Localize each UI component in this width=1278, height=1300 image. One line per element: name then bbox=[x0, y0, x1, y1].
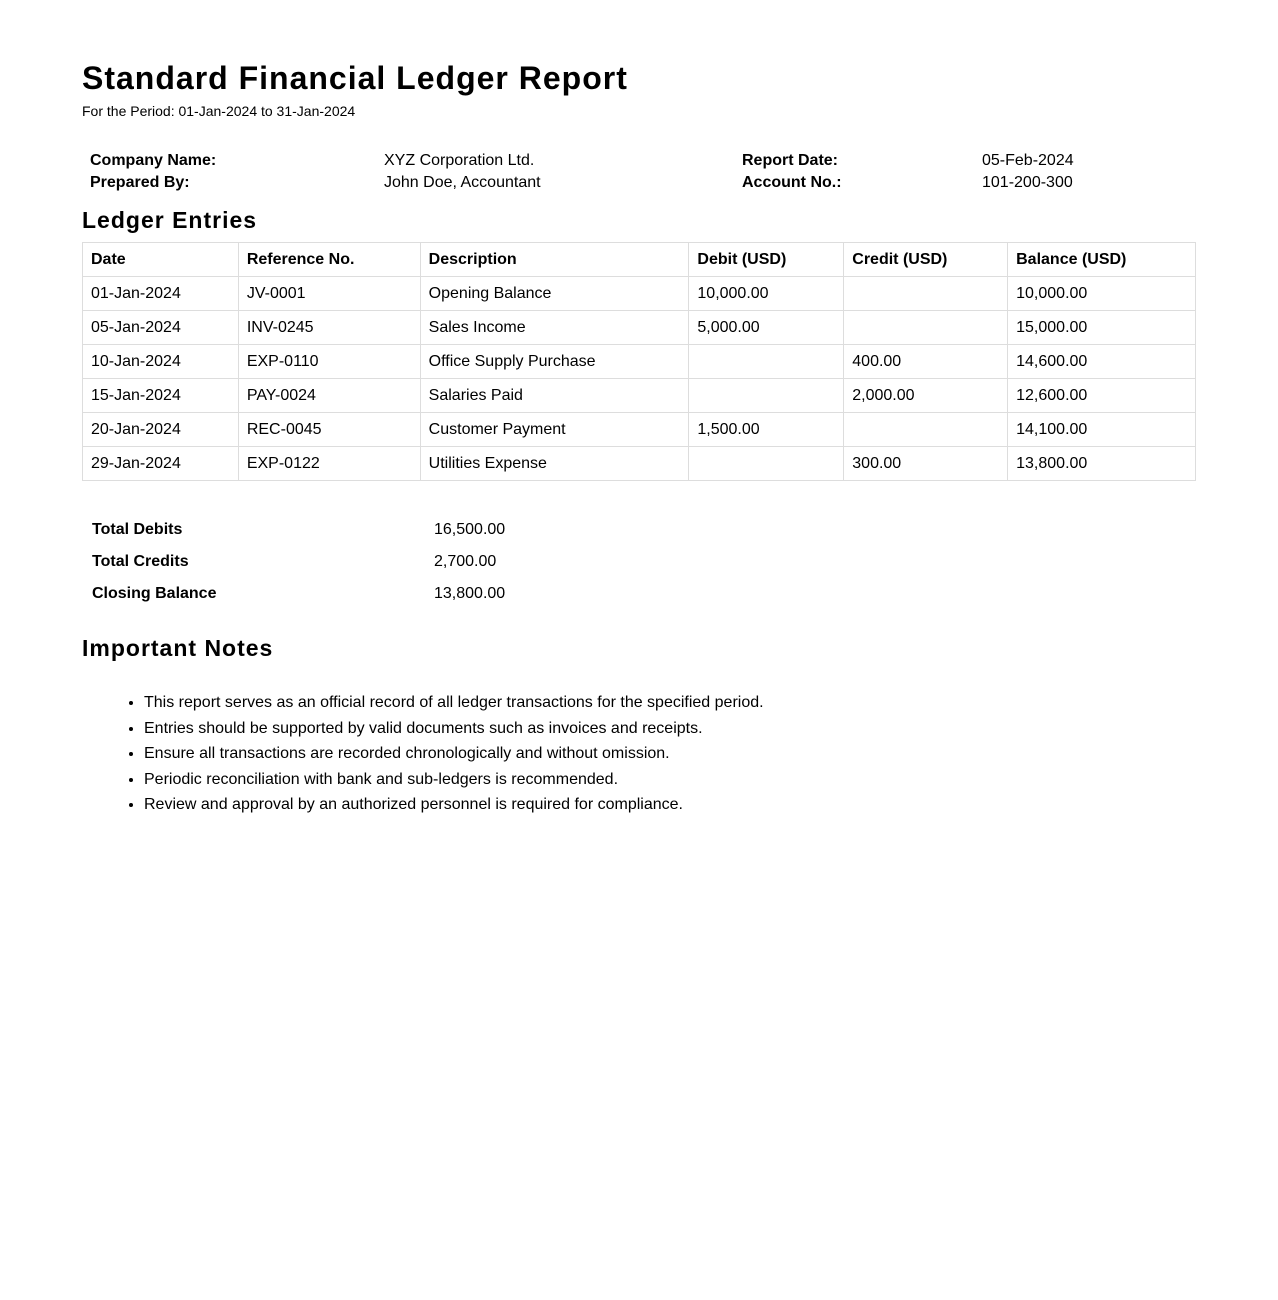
cell-credit bbox=[844, 277, 1008, 311]
column-header-credit: Credit (USD) bbox=[844, 243, 1008, 277]
report-meta bbox=[82, 150, 1196, 194]
report-title: Standard Financial Ledger Report bbox=[82, 60, 628, 96]
cell-reference: INV-0245 bbox=[238, 311, 420, 345]
total-debits-label: Total Debits bbox=[92, 521, 183, 538]
column-header-date: Date bbox=[83, 243, 239, 277]
cell-debit bbox=[689, 345, 844, 379]
account-no-value: 101-200-300 bbox=[982, 174, 1073, 191]
closing-balance-value: 13,800.00 bbox=[434, 585, 506, 602]
table-row bbox=[83, 447, 1196, 481]
cell-credit: 300.00 bbox=[844, 447, 1008, 481]
report-date-label: Report Date: bbox=[742, 152, 839, 169]
closing-balance-label: Closing Balance bbox=[92, 585, 217, 602]
column-header-debit: Debit (USD) bbox=[689, 243, 844, 277]
total-debits-value: 16,500.00 bbox=[434, 521, 506, 538]
total-debits-row bbox=[82, 514, 1196, 546]
list-item: • Periodic reconciliation with bank and sub-ledgers is recommended. bbox=[144, 767, 1196, 793]
cell-reference: REC-0045 bbox=[238, 413, 420, 447]
cell-balance: 15,000.00 bbox=[1008, 311, 1196, 345]
report-date-value: 05-Feb-2024 bbox=[982, 152, 1074, 169]
cell-credit bbox=[844, 311, 1008, 345]
notes-list bbox=[82, 690, 1196, 818]
table-row bbox=[83, 379, 1196, 413]
meta-row bbox=[82, 150, 1196, 172]
closing-balance-row bbox=[82, 578, 1196, 610]
total-credits-value: 2,700.00 bbox=[434, 553, 497, 570]
total-credits-label: Total Credits bbox=[92, 553, 189, 570]
cell-balance: 10,000.00 bbox=[1008, 277, 1196, 311]
prepared-by-value: John Doe, Accountant bbox=[384, 174, 541, 191]
important-notes-heading: Important Notes bbox=[82, 635, 274, 661]
list-item: • Ensure all transactions are recorded chronologically and without omission. bbox=[144, 741, 1196, 767]
account-no-label: Account No.: bbox=[742, 174, 842, 191]
cell-date: 15-Jan-2024 bbox=[83, 379, 239, 413]
cell-debit bbox=[689, 379, 844, 413]
cell-debit: 10,000.00 bbox=[689, 277, 844, 311]
totals-summary bbox=[82, 514, 1196, 610]
cell-reference: EXP-0122 bbox=[238, 447, 420, 481]
cell-balance: 14,100.00 bbox=[1008, 413, 1196, 447]
cell-balance: 13,800.00 bbox=[1008, 447, 1196, 481]
cell-balance: 12,600.00 bbox=[1008, 379, 1196, 413]
cell-description: Customer Payment bbox=[420, 413, 689, 447]
cell-debit bbox=[689, 447, 844, 481]
total-credits-row bbox=[82, 546, 1196, 578]
company-name-label: Company Name: bbox=[90, 152, 217, 169]
table-row bbox=[83, 413, 1196, 447]
cell-description: Utilities Expense bbox=[420, 447, 689, 481]
list-item: • Entries should be supported by valid documents such as invoices and receipts. bbox=[144, 716, 1196, 742]
column-header-balance: Balance (USD) bbox=[1008, 243, 1196, 277]
column-header-description: Description bbox=[420, 243, 689, 277]
prepared-by-label: Prepared By: bbox=[90, 174, 190, 191]
cell-reference: EXP-0110 bbox=[238, 345, 420, 379]
report-period: For the Period: 01-Jan-2024 to 31-Jan-2024 bbox=[82, 103, 356, 119]
column-header-reference: Reference No. bbox=[238, 243, 420, 277]
ledger-entries-heading: Ledger Entries bbox=[82, 207, 258, 233]
table-row bbox=[83, 345, 1196, 379]
cell-debit: 1,500.00 bbox=[689, 413, 844, 447]
list-item: • Review and approval by an authorized personnel is required for compliance. bbox=[144, 792, 1196, 818]
meta-row bbox=[82, 172, 1196, 194]
cell-credit: 2,000.00 bbox=[844, 379, 1008, 413]
cell-credit bbox=[844, 413, 1008, 447]
cell-date: 05-Jan-2024 bbox=[83, 311, 239, 345]
cell-date: 20-Jan-2024 bbox=[83, 413, 239, 447]
list-item: • This report serves as an official record of all ledger transactions for the specified period. bbox=[144, 690, 1196, 716]
ledger-table bbox=[82, 242, 1196, 481]
company-name-value: XYZ Corporation Ltd. bbox=[384, 152, 535, 169]
table-row bbox=[83, 311, 1196, 345]
cell-reference: PAY-0024 bbox=[238, 379, 420, 413]
table-header-row bbox=[83, 243, 1196, 277]
cell-description: Sales Income bbox=[420, 311, 689, 345]
cell-description: Salaries Paid bbox=[420, 379, 689, 413]
cell-debit: 5,000.00 bbox=[689, 311, 844, 345]
cell-reference: JV-0001 bbox=[238, 277, 420, 311]
cell-description: Opening Balance bbox=[420, 277, 689, 311]
cell-date: 10-Jan-2024 bbox=[83, 345, 239, 379]
cell-balance: 14,600.00 bbox=[1008, 345, 1196, 379]
cell-description: Office Supply Purchase bbox=[420, 345, 689, 379]
table-row bbox=[83, 277, 1196, 311]
cell-credit: 400.00 bbox=[844, 345, 1008, 379]
cell-date: 01-Jan-2024 bbox=[83, 277, 239, 311]
cell-date: 29-Jan-2024 bbox=[83, 447, 239, 481]
